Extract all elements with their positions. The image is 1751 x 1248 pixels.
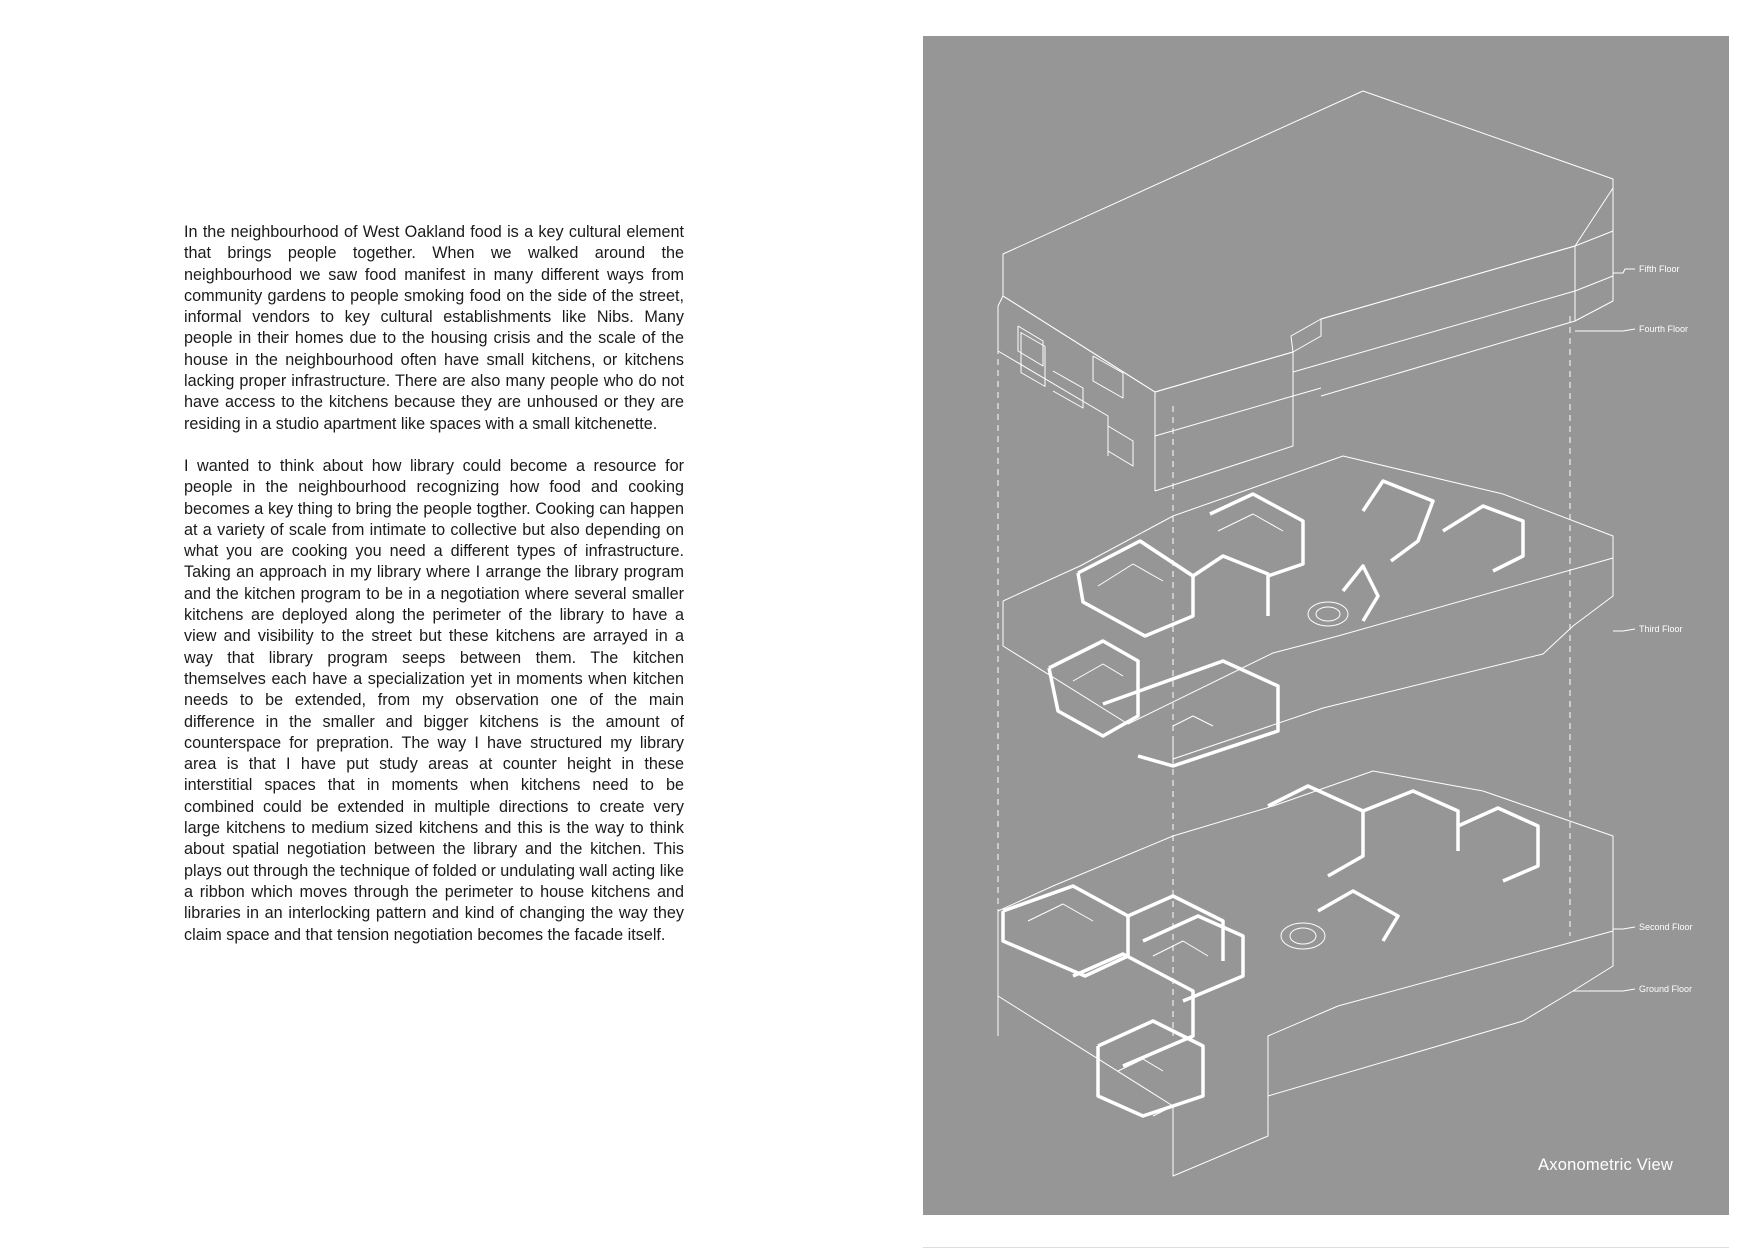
axonometric-drawing-panel [923, 36, 1729, 1215]
ground-floor-label: Ground Floor [1639, 984, 1693, 994]
third-floor-label: Third Floor [1639, 624, 1683, 634]
fourth-floor-label: Fourth Floor [1639, 324, 1689, 334]
upper-block [998, 91, 1613, 491]
second-floor-label: Second Floor [1639, 922, 1693, 932]
body-text [184, 222, 684, 967]
axonometric-drawing [923, 36, 1729, 1215]
ground-second-floors [998, 771, 1613, 1176]
paragraph-2: I wanted to think about how library could become a resource for people in the neighbourhood recognizing how food and cooking becomes a key thing to bring the people togther. Cooking can happen at a variety of scale from intimate to collective but also depending on what you are cooking you need a different types of infrastructure. Taking an approach in my library where I arrange the library program and the kitchen program to be in a negotiation where several smaller kitchens are deployed along the perimeter of the library to have a view and visibility to the street but these kitchens are arrayed in a way that library program seeps between them. The kitchen themselves each have a specialization yet in moments when kitchen needs to be extended, from my observation one of the main difference in the smaller and bigger kitchens is the amount of counterspace for prepration. The way I have structured my library area is that I have put study areas at counter height in these interstitial spaces that in moments when kitchens need to be combined could be extended in multiple directions to create very large kitchens to medium sized kitchens and this is the way to think about spatial negotiation between the library and the kitchen. This plays out through the technique of folded or undulating wall acting like a ribbon which moves through the perimeter to house kitchens and libraries in an interlocking pattern and kind of changing the way they claim space and that tension negotiation becomes the facade itself. [184, 456, 684, 944]
projection-lines [998, 316, 1570, 1036]
third-floor [1003, 456, 1613, 766]
paragraph-1: In the neighbourhood of West Oakland food is a key cultural element that brings people together. When we walked around the neighbourhood we saw food manifest in many different ways from community gardens to people smoking food on the side of the street, informal vendors to key cultural establishments like Nibs. Many people in their homes due to the housing crisis and the scale of the house in the neighbourhood often have small kitchens, or kitchens lacking proper infrastructure. There are also many people who do not have access to the kitchens because they are unhoused or they are residing in a studio apartment like spaces with a small kitchenette. [184, 223, 684, 433]
fifth-floor-label: Fifth Floor [1639, 264, 1680, 274]
label-leaders [1573, 269, 1635, 991]
drawing-caption: Axonometric View [1538, 1156, 1673, 1174]
